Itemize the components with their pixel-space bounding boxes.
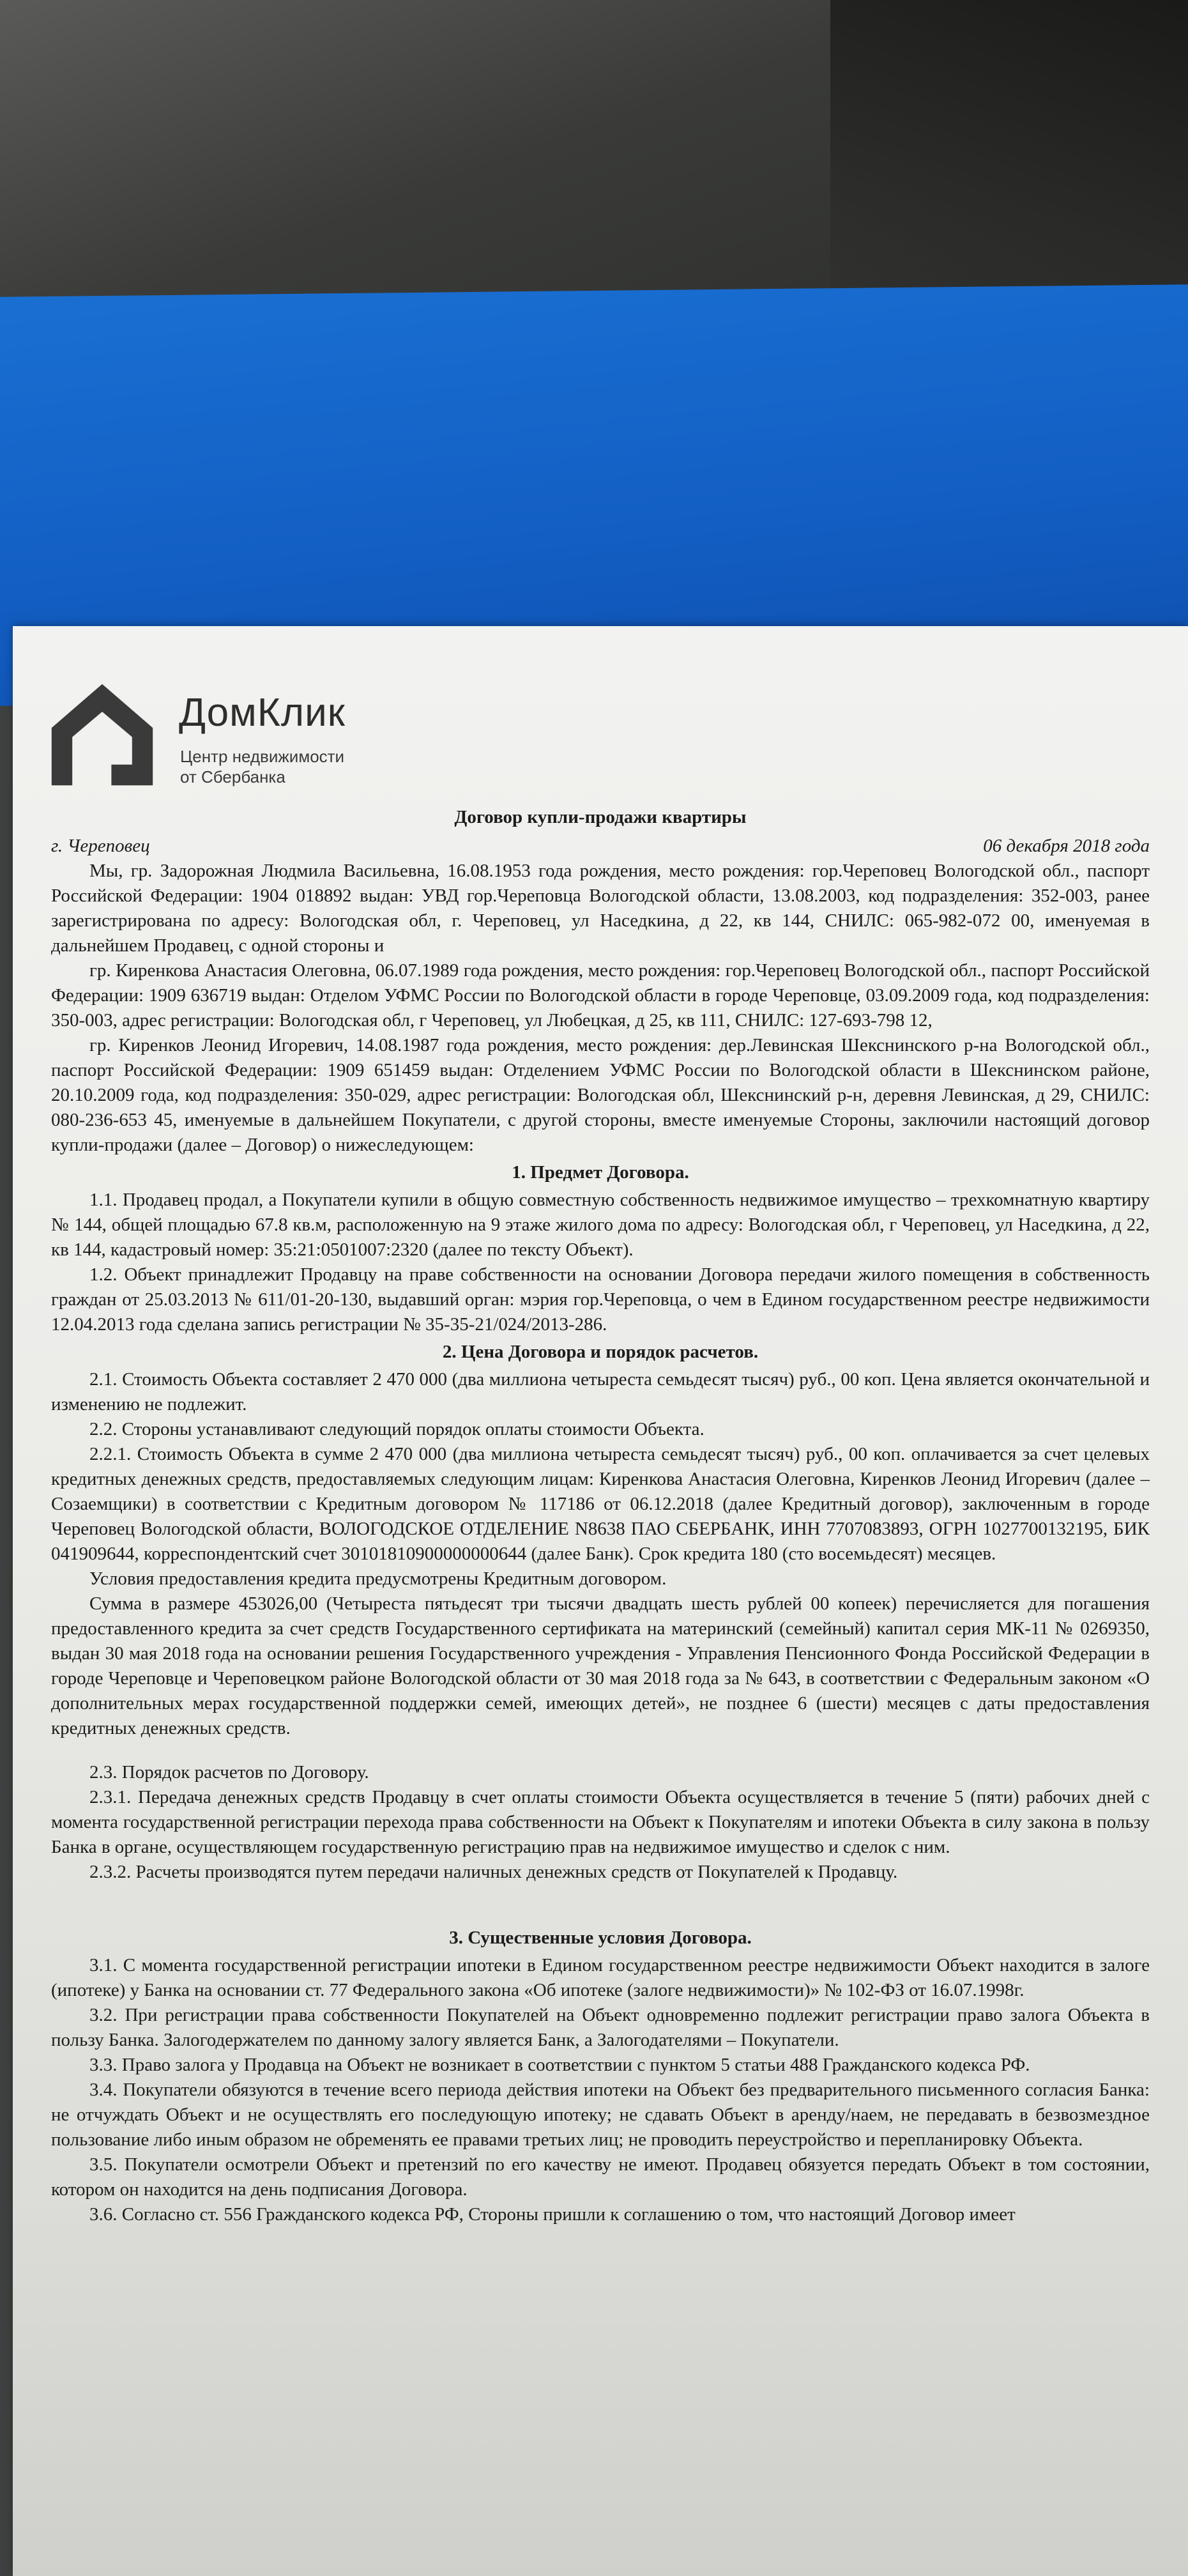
contract-date: 06 декабря 2018 года: [983, 836, 1150, 856]
logo-subtitle-line1: Центр недвижимости: [180, 747, 345, 766]
maternity-capital: Сумма в размере 453026,00 (Четыреста пятьдесят три тысячи двадцать шесть рублей 00 копеек) перечисляется для погашения предоставленного кредита за счет средств Государственного сертификата на материнский (семейный) капитал серия МК-11 № 0269350, выдан 30 мая 2018 года на основании решения Государственного учреждения - Управления Пенсионного Фонда Российской Федерации в городе Череповце и Череповецком районе Вологодской области от 30 мая 2018 года за № 643, в соответствии с Федеральным законом «О дополнительных мерах государственной поддержки семей, имеющих детей», не позднее 6 (шести) месяцев с даты предоставления кредитных денежных средств.: [51, 1593, 1150, 1738]
party-buyer-2: гр. Киренков Леонид Игоревич, 14.08.1987 года рождения, место рождения: дер.Левинская Шекснинского р-на Вологодской обл., паспорт Российской Федерации: 1909 651459 выдан: Отделением УФМС России по Вологодской области в Шекснинском районе, 20.10.2009 года, код подразделения: 350-029, адрес регистрации: Вологодская обл, Шекснинский р-н, деревня Левинская, д 29, СНИЛС: 080-236-653 45, именуемые в дальнейшем Покупатели, с другой стороны, вместе именуемые Стороны, заключили настоящий договор купли-продажи (далее – Договор) о нижеследующем:: [51, 1035, 1150, 1155]
clause-3-2: 3.2. При регистрации права собственности Покупателей на Объект одновременно подлежит регистрации право залога Объекта в пользу Банка. Залогодержателем по данному залогу является Банк, а Залогодателями – Покупатели.: [51, 2005, 1150, 2050]
section-3-title: 3. Существенные условия Договора.: [449, 1928, 752, 1948]
logo-name: ДомКлик: [179, 691, 346, 735]
logo-subtitle-line2: от Сбербанка: [180, 767, 286, 786]
section-1-title: 1. Предмет Договора.: [512, 1162, 689, 1183]
clause-1-2: 1.2. Объект принадлежит Продавцу на праве собственности на основании Договора передачи жилого помещения в собственность граждан от 25.03.2013 № 611/01-20-130, выдавший орган: мэрия гор.Череповца, о чем в Едином государственном реестре недвижимости 12.04.2013 года сделана запись регистрации № 35-35-21/024/2013-286.: [51, 1264, 1150, 1335]
clause-3-6: 3.6. Согласно ст. 556 Гражданского кодекса РФ, Стороны пришли к соглашению о том, что настоящий Договор имеет: [89, 2204, 1016, 2225]
contract-page: [13, 626, 1188, 2576]
house-logo-icon: [45, 677, 160, 792]
domclick-logo: [45, 677, 441, 805]
city-date-row: [51, 834, 1150, 859]
contract-title: Договор купли-продажи квартиры: [454, 807, 747, 827]
clause-1-1: 1.1. Продавец продал, а Покупатели купили в общую совместную собственность недвижимое имущество – трехкомнатную квартиру № 144, общей площадью 67.8 кв.м, расположенную на 9 этаже жилого дома по адресу: Вологодская обл, г Череповец, ул Наседкина, д 22, кв 144, кадастровый номер: 35:21:0501007:2320 (далее по тексту Объект).: [51, 1190, 1150, 1260]
clause-2-3-2: 2.3.2. Расчеты производятся путем передачи наличных денежных средств от Покупателей к Продавцу.: [89, 1862, 898, 1882]
clause-3-1: 3.1. С момента государственной регистрации ипотеки в Едином государственном реестре недвижимости Объект находится в залоге (ипотеке) у Банка на основании ст. 77 Федерального закона «Об ипотеке (залоге недвижимости)» № 102-ФЗ от 16.07.1998г.: [51, 1955, 1150, 2000]
contract-body: [51, 805, 1150, 2227]
clause-2-3-1: 2.3.1. Передача денежных средств Продавцу в счет оплаты стоимости Объекта осуществляется в течение 5 (пяти) рабочих дней с момента государственной регистрации перехода права собственности на Объект к Покупателям и ипотеки Объекта в силу закона в пользу Банка в органе, осуществляющем государственную регистрацию прав на недвижимое имущество и сделок с ним.: [51, 1787, 1150, 1857]
contract-city: г. Череповец: [51, 836, 150, 856]
spacer: [51, 1741, 1150, 1760]
party-buyer-1: гр. Киренкова Анастасия Олеговна, 06.07.1989 года рождения, место рождения: гор.Череповец Вологодской обл., паспорт Российской Федерации: 1909 636719 выдан: Отделом УФМС России по Вологодской области в городе Череповце, 03.09.2009 года, код подразделения: 350-003, адрес регистрации: Вологодская обл, г Череповец, ул Любецкая, д 25, кв 111, СНИЛС: 127-693-798 12,: [51, 960, 1150, 1031]
credit-conditions: Условия предоставления кредита предусмотрены Кредитным договором.: [89, 1568, 667, 1589]
clause-3-4: 3.4. Покупатели обязуются в течение всего периода действия ипотеки на Объект без предварительного письменного согласия Банка: не отчуждать Объект и не осуществлять его последующую ипотеку; не сдавать Объект в аренду/наем, не передавать в безвозмездное пользование либо иным образом не обременять ее правами третьих лиц; не проводить переустройство и перепланировку Объекта.: [51, 2080, 1150, 2150]
logo-subtitle: [180, 746, 344, 787]
background-shadow: [830, 0, 1188, 332]
clause-2-2: 2.2. Стороны устанавливают следующий порядок оплаты стоимости Объекта.: [89, 1419, 704, 1439]
clause-3-5: 3.5. Покупатели осмотрели Объект и претензий по его качеству не имеют. Продавец обязуется передать Объект в том состоянии, котором он находится на день подписания Договора.: [51, 2154, 1150, 2200]
clause-2-2-1: 2.2.1. Стоимость Объекта в сумме 2 470 000 (два миллиона четыреста семьдесят тысяч) руб., 00 коп. оплачивается за счет целевых кредитных денежных средств, предоставляемых следующим лицам: Киренкова Анастасия Олеговна, Киренков Леонид Игоревич (далее – Созаемщики) в соответствии с Кредитным договором № 117186 от 06.12.2018 (далее Кредитный договор), заключенным в городе Череповец Вологодской области, ВОЛОГОДСКОЕ ОТДЕЛЕНИЕ N8638 ПАО СБЕРБАНК, ИНН 7707083893, ОГРН 1027700132195, БИК 041909644, корреспондентский счет 30101810900000000644 (далее Банк). Срок кредита 180 (сто восемьдесят) месяцев.: [51, 1444, 1150, 1564]
spacer: [51, 1885, 1150, 1923]
party-seller: Мы, гр. Задорожная Людмила Васильевна, 16.08.1953 года рождения, место рождения: гор.Череповец Вологодской обл., паспорт Российской Федерации: 1904 018892 выдан: УВД гор.Череповца Вологодской области, 13.08.2003, код подразделения: 352-003, ранее зарегистрирована по адресу: Вологодская обл, г. Череповец, ул Наседкина, д 22, кв 144, СНИЛС: 065-982-072 00, именуемая в дальнейшем Продавец, с одной стороны и: [51, 861, 1150, 956]
clause-2-1: 2.1. Стоимость Объекта составляет 2 470 000 (два миллиона четыреста семьдесят тысяч) руб., 00 коп. Цена является окончательной и изменению не подлежит.: [51, 1369, 1150, 1414]
clause-2-3: 2.3. Порядок расчетов по Договору.: [89, 1762, 369, 1782]
section-2-title: 2. Цена Договора и порядок расчетов.: [442, 1342, 759, 1362]
clause-3-3: 3.3. Право залога у Продавца на Объект не возникает в соответствии с пунктом 5 статьи 488 Гражданского кодекса РФ.: [89, 2055, 1030, 2075]
